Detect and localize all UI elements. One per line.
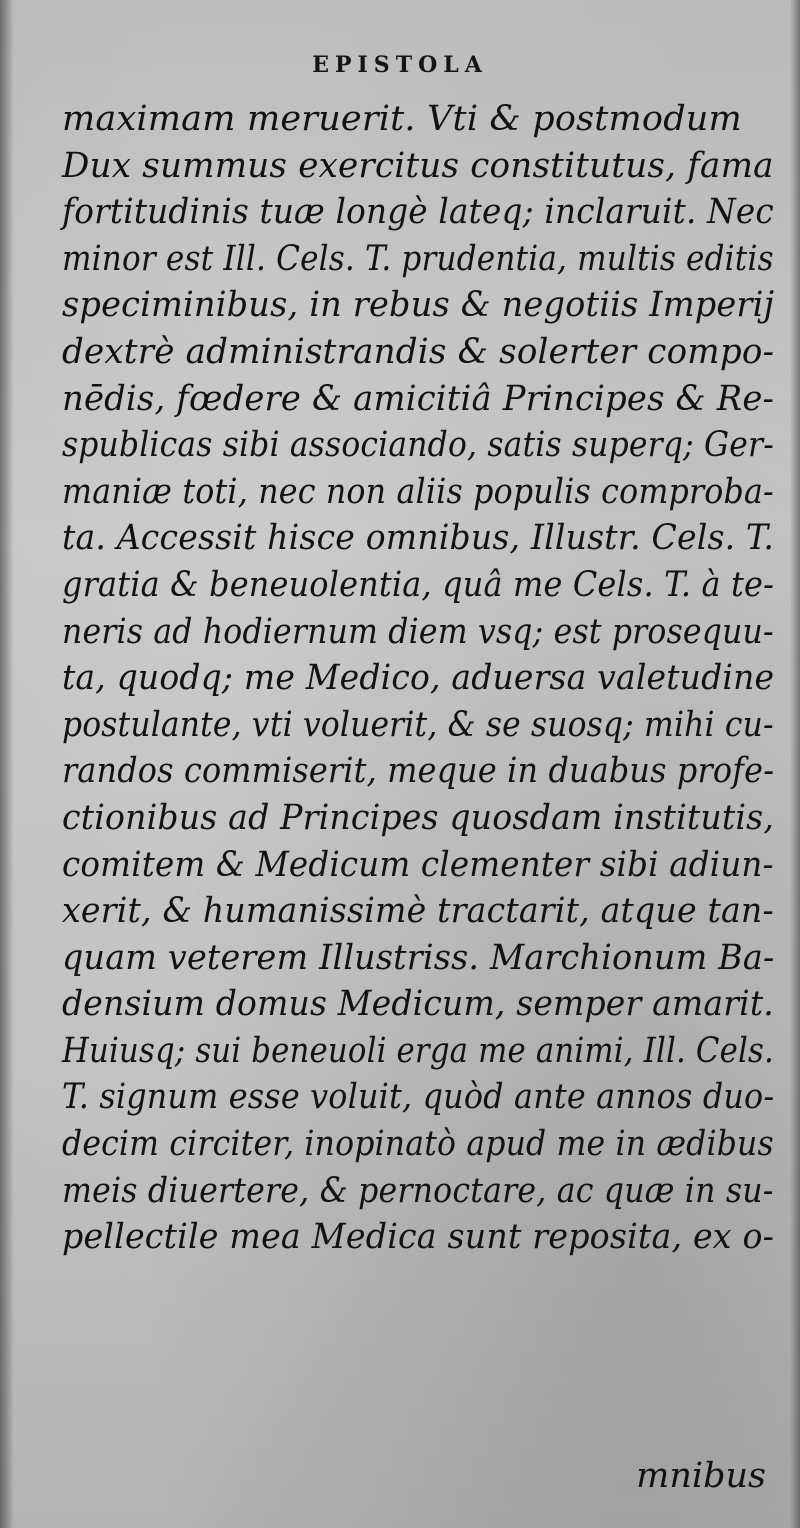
text-line: quam veterem Illustriss. Marchionum Ba- — [62, 937, 775, 978]
text-line: randos commiserit, meque in duabus profe- — [62, 751, 775, 792]
body-text — [62, 96, 774, 1261]
text-line: nēdis, fœdere & amicitiâ Principes & Re- — [62, 378, 775, 419]
text-line: Dux summus exercitus constitutus, fama — [62, 145, 774, 186]
text-line: ta. Accessit hisce omnibus, Illustr. Cels. T. — [62, 518, 775, 559]
text-line: spublicas sibi associando, satis superq; Ger- — [62, 425, 774, 466]
text-line: fortitudinis tuæ longè lateq; inclaruit. Nec — [62, 192, 774, 233]
text-line: ta, quodq; me Medico, aduersa valetudine — [62, 658, 775, 699]
text-line: speciminibus, in rebus & negotiis Imperij — [62, 285, 775, 326]
text-line: meis diuertere, & pernoctare, ac quæ in su- — [62, 1170, 774, 1211]
text-line: pellectile mea Medica sunt reposita, ex o- — [62, 1217, 775, 1258]
text-line: maximam meruerit. Vti & postmodum — [62, 99, 742, 139]
text-line: minor est Ill. Cels. T. prudentia, multis editis — [62, 238, 774, 279]
text-line: gratia & beneuolentia, quâ me Cels. T. à te- — [62, 564, 775, 605]
running-header: EPISTOLA — [312, 52, 488, 78]
text-line: T. signum esse voluit, quòd ante annos duo- — [62, 1077, 775, 1118]
text-line: decim circiter, inopinatò apud me in ædibus — [62, 1124, 774, 1165]
text-line: maniæ toti, nec non aliis populis comproba- — [62, 471, 774, 512]
text-line: Huiusq; sui beneuoli erga me animi, Ill. Cels. — [62, 1030, 774, 1071]
text-line: postulante, vti voluerit, & se suosq; mihi cu- — [62, 704, 774, 745]
text-line: neris ad hodiernum diem vsq; est prosequu- — [62, 611, 774, 652]
text-line: xerit, & humanissimè tractarit, atque tan- — [62, 891, 774, 932]
text-line: ctionibus ad Principes quosdam institutis, — [62, 797, 775, 838]
text-line: comitem & Medicum clementer sibi adiun- — [62, 844, 774, 885]
catchword: mnibus — [636, 1456, 766, 1496]
text-line: densium domus Medicum, semper amarit. — [62, 984, 774, 1025]
text-line: dextrè administrandis & solerter compo- — [62, 331, 775, 372]
